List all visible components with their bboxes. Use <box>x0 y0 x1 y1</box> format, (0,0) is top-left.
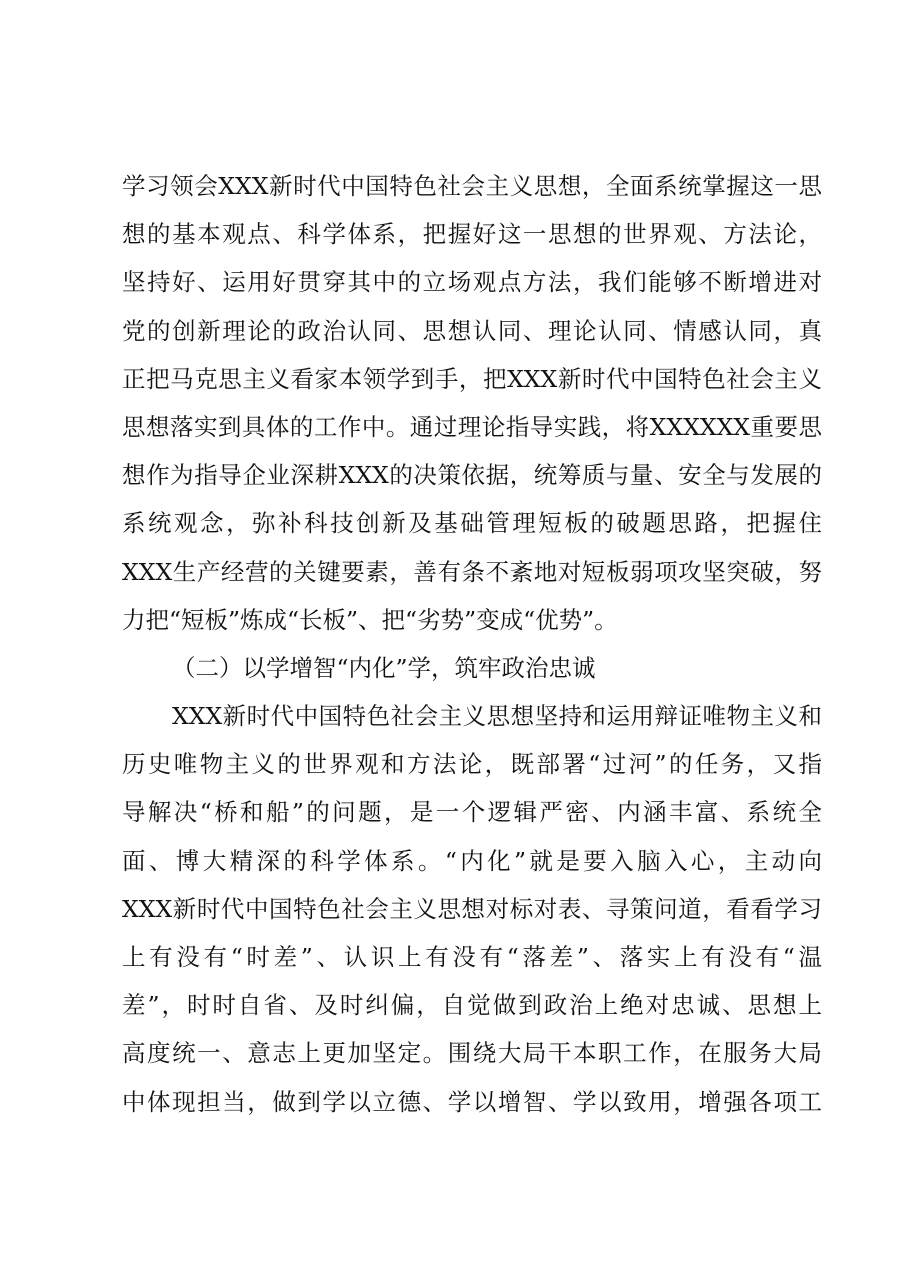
paragraph-2-line-7: 差”，时时自省、及时纠偏，自觉做到政治上绝对忠诚、思想上 <box>122 991 822 1019</box>
paragraph-2-line-8: 高度统一、意志上更加坚定。围绕大局干本职工作，在服务大局 <box>122 1039 822 1067</box>
paragraph-1-line-10: 力把“短板”炼成“长板”、把“劣势”变成“优势”。 <box>122 606 618 634</box>
paragraph-1-line-7: 想作为指导企业深耕XXX的决策依据，统筹质与量、安全与发展的 <box>122 461 822 489</box>
paragraph-2-line-5: XXX新时代中国特色社会主义思想对标对表、寻策问道，看看学习 <box>122 895 822 923</box>
paragraph-2-line-1: XXX新时代中国特色社会主义思想坚持和运用辩证唯物主义和 <box>172 702 822 730</box>
paragraph-1-line-5: 正把马克思主义看家本领学到手，把XXX新时代中国特色社会主义 <box>122 365 822 393</box>
paragraph-1-line-6: 思想落实到具体的工作中。通过理论指导实践，将XXXXXX重要思 <box>122 413 822 441</box>
paragraph-2-line-9: 中体现担当，做到学以立德、学以增智、学以致用，增强各项工 <box>122 1088 822 1116</box>
paragraph-1-line-9: XXX生产经营的关键要素，善有条不紊地对短板弱项攻坚突破，努 <box>122 558 822 586</box>
paragraph-2-line-3: 导解决“桥和船”的问题，是一个逻辑严密、内涵丰富、系统全 <box>122 798 822 826</box>
paragraph-2-line-6: 上有没有“时差”、认识上有没有“落差”、落实上有没有“温 <box>122 943 822 971</box>
paragraph-2-line-4: 面、博大精深的科学体系。“内化”就是要入脑入心，主动向 <box>122 847 822 875</box>
paragraph-1-line-1: 学习领会XXX新时代中国特色社会主义思想，全面系统掌握这一思 <box>122 172 822 200</box>
paragraph-1-line-8: 系统观念，弥补科技创新及基础管理短板的破题思路，把握住 <box>122 509 822 537</box>
section-heading: （二）以学增智“内化”学，筑牢政治忠诚 <box>172 654 596 682</box>
paragraph-1-line-4: 党的创新理论的政治认同、思想认同、理论认同、情感认同，真 <box>122 317 822 345</box>
paragraph-1-line-3: 坚持好、运用好贯穿其中的立场观点方法，我们能够不断增进对 <box>122 268 822 296</box>
paragraph-2-line-2: 历史唯物主义的世界观和方法论，既部署“过河”的任务，又指 <box>122 750 822 778</box>
paragraph-1-line-2: 想的基本观点、科学体系，把握好这一思想的世界观、方法论， <box>122 220 822 248</box>
